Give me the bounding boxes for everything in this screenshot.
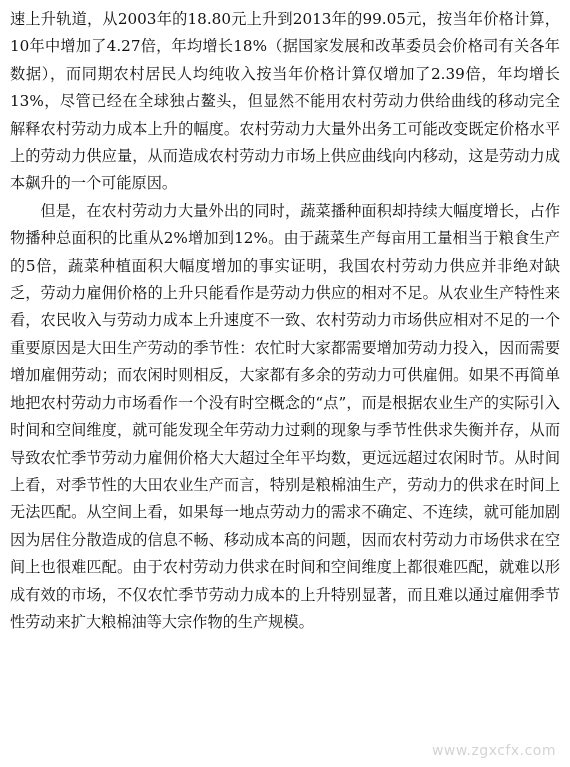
- paragraph-2: 但是，在农村劳动力大量外出的同时，蔬菜播种面积却持续大幅度增长，占作物播种总面积的比重从2%增加到12%。由于蔬菜生产每亩用工量相当于粮食生产的5倍，蔬菜种植面积大幅度增加的事实证明，我国农村劳动力供应并非绝对缺乏，劳动力雇佣价格的上升只能看作是劳动力供应的相对不足。从农业生产特性来看，农民收入与劳动力成本上升速度不一致、农村劳动力市场供应相对不足的一个重要原因是大田生产劳动的季节性：农忙时大家都需要增加劳动力投入，因而需要增加雇佣劳动；而农闲时则相反，大家都有多余的劳动力可供雇佣。如果不再简单地把农村劳动力市场看作一个没有时空概念的“点”，而是根据农业生产的实际引入时间和空间维度，就可能发现全年劳动力过剩的现象与季节性供求失衡并存，从而导致农忙季节劳动力雇佣价格大大超过全年平均数，更远远超过农闲时节。从时间上看，对季节性的大田农业生产而言，特别是粮棉油生产，劳动力的供求在时间上无法匹配。从空间上看，如果每一地点劳动力的需求不确定、不连续，就可能加剧因为居住分散造成的信息不畅、移动成本高的问题，因而农村劳动力市场供求在空间上也很难匹配。由于农村劳动力供求在时间和空间维度上都很难匹配，就难以形成有效的市场，不仅农忙季节劳动力成本的上升特别显著，而且难以通过雇佣季节性劳动来扩大粮棉油等大宗作物的生产规模。: [10, 201, 560, 631]
- paragraph-1: 速上升轨道，从2003年的18.80元上升到2013年的99.05元，按当年价格计算，10年中增加了4.27倍，年均增长18%（据国家发展和改革委员会价格司有关各年数据），而同期农村居民人均纯收入按当年价格计算仅增加了2.39倍，年均增长13%，尽管已经在全球独占鳌头，但显然不能用农村劳动力供给曲线的移动完全解释农村劳动力成本上升的幅度。农村劳动力大量外出务工可能改变既定价格水平上的劳动力供应量，从而造成农村劳动力市场上供应曲线向内移动，这是劳动力成本飙升的一个可能原因。: [10, 10, 560, 193]
- site-watermark: www.zgxcfx.com: [431, 743, 556, 759]
